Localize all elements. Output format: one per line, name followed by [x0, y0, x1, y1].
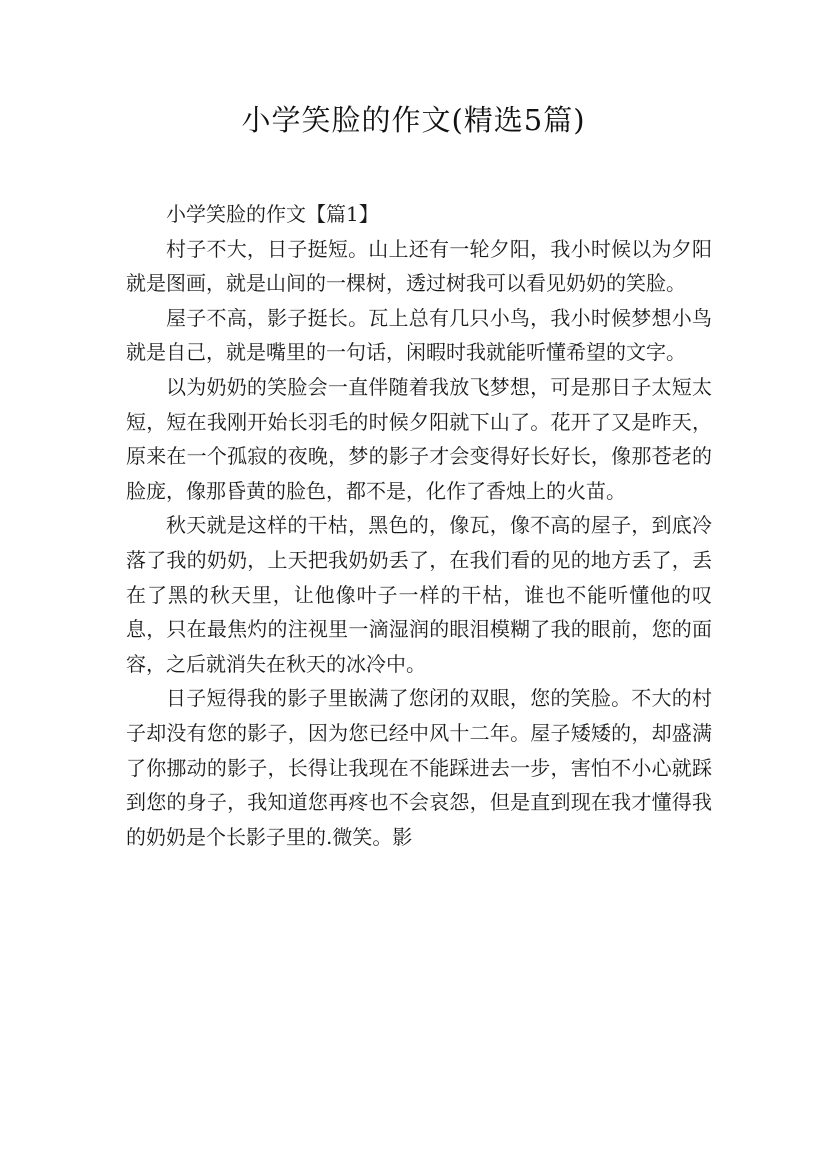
paragraph-3: 以为奶奶的笑脸会一直伴随着我放飞梦想，可是那日子太短太短，短在我刚开始长羽毛的时候夕阳就下山了。花开了又是昨天，原来在一个孤寂的夜晚，梦的影子才会变得好长好长，像那苍老的脸庞，像那昏黄的脸色，都不是，化作了香烛上的火苗。	[126, 374, 712, 503]
paragraph-5: 日子短得我的影子里嵌满了您闭的双眼，您的笑脸。不大的村子却没有您的影子，因为您已经中风十二年。屋子矮矮的，却盛满了你挪动的影子，长得让我现在不能踩进去一步，害怕不小心就踩到您的身子，我知道您再疼也不会哀怨，但是直到现在我才懂得我的奶奶是个长影子里的.微笑。影	[126, 686, 712, 849]
paragraph-4: 秋天就是这样的干枯，黑色的，像瓦，像不高的屋子，到底冷落了我的奶奶，上天把我奶奶丢了，在我们看的见的地方丢了，丢在了黑的秋天里，让他像叶子一样的干枯，谁也不能听懂他的叹息，只在最焦灼的注视里一滴湿润的眼泪模糊了我的眼前，您的面容，之后就消失在秋天的冰冷中。	[126, 513, 712, 676]
document-title: 小学笑脸的作文(精选5篇)	[241, 103, 586, 137]
paragraph-2: 屋子不高，影子挺长。瓦上总有几只小鸟，我小时候梦想小鸟就是自己，就是嘴里的一句话，闲暇时我就能听懂希望的文字。	[126, 305, 712, 365]
section-heading: 小学笑脸的作文【篇1】	[166, 202, 379, 226]
document-body	[126, 197, 712, 854]
paragraph-1: 村子不大，日子挺短。山上还有一轮夕阳，我小时候以为夕阳就是图画，就是山间的一棵树，透过树我可以看见奶奶的笑脸。	[126, 236, 712, 296]
